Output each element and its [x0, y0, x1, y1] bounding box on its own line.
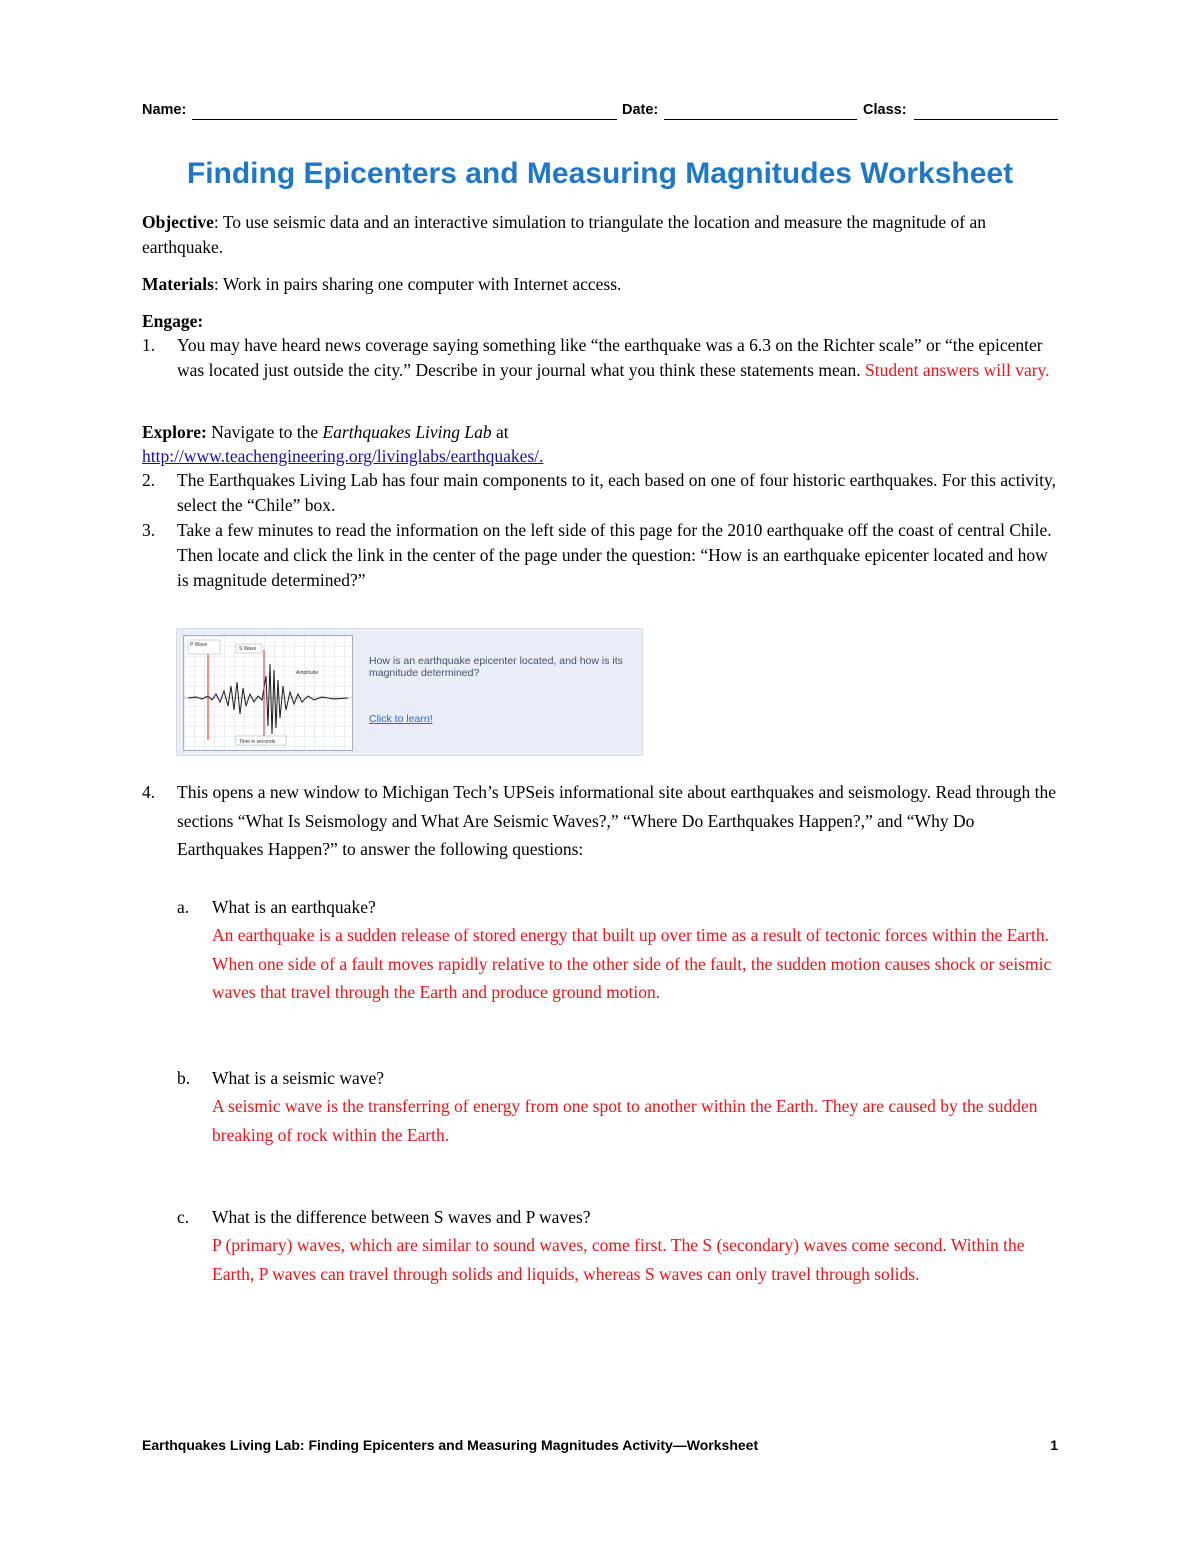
lab-name: Earthquakes Living Lab [322, 422, 492, 442]
p-wave-label: P Wave [190, 642, 208, 648]
objective-label: Objective [142, 212, 214, 232]
question-4c-answer: P (primary) waves, which are similar to sound waves, come first. The S (secondary) waves come second. Within the Earth, P waves can travel through solids and liquids, whereas S waves can only travel through solids. [212, 1235, 1025, 1284]
date-label: Date: [622, 102, 659, 118]
student-info-header [142, 102, 1058, 124]
question-4b-letter: b. [177, 1068, 191, 1088]
class-label: Class: [863, 102, 907, 118]
question-4a-text: What is an earthquake? [212, 897, 376, 917]
time-axis-label: Time in seconds [239, 739, 276, 745]
explore-label: Explore: [142, 422, 207, 442]
date-field[interactable] [664, 119, 857, 120]
living-lab-link[interactable]: http://www.teachengineering.org/livinglabs/earthquakes/. [142, 446, 544, 466]
click-to-learn-link[interactable]: Click to learn! [369, 713, 433, 725]
engage-heading: Engage: [142, 311, 204, 331]
question-2-number: 2. [142, 470, 156, 490]
materials-paragraph [142, 272, 1062, 296]
class-field[interactable] [914, 119, 1058, 120]
page-number: 1 [1050, 1437, 1058, 1453]
amplitude-label: Amplitude [296, 670, 319, 676]
question-1-number: 1. [142, 335, 156, 355]
question-4c-text: What is the difference between S waves and P waves? [212, 1207, 591, 1227]
question-3-text: Take a few minutes to read the information on the left side of this page for the 2010 earthquake off the coast of central Chile. Then locate and click the link in the center of the page under the question: “How is an earthquake epicenter located and how is magnitude determined?” [177, 520, 1052, 590]
objective-text: : To use seismic data and an interactive simulation to triangulate the location and measure the magnitude of an earthquake. [142, 212, 987, 257]
materials-label: Materials [142, 274, 214, 294]
question-4-number: 4. [142, 782, 156, 802]
question-2-text: The Earthquakes Living Lab has four main components to it, each based on one of four historic earthquakes. For this activity, select the “Chile” box. [177, 470, 1056, 515]
question-4a-answer: An earthquake is a sudden release of stored energy that built up over time as a result of tectonic forces within the Earth. When one side of a fault moves rapidly relative to the other side of the fault, the sudden motion causes shock or seismic waves that travel through the Earth and produce ground motion. [212, 925, 1052, 1002]
question-4b-answer: A seismic wave is the transferring of energy from one spot to another within the Earth. They are caused by the sudden breaking of rock within the Earth. [212, 1096, 1038, 1145]
question-4b-text: What is a seismic wave? [212, 1068, 385, 1088]
seismogram-image [183, 635, 353, 751]
materials-text: : Work in pairs sharing one computer with Internet access. [213, 274, 622, 294]
question-4-text: This opens a new window to Michigan Tech’s UPSeis informational site about earthquakes and seismology. Read through the sections “What Is Seismology and What Are Seismic Waves?,” “Where Do Earthquakes Happen?,” and “Why Do Earthquakes Happen?” to answer the following questions: [177, 782, 1056, 860]
objective-paragraph [142, 210, 1062, 259]
page-footer [142, 1437, 1058, 1453]
footer-text: Earthquakes Living Lab: Finding Epicenters and Measuring Magnitudes Activity—Worksheet [142, 1437, 759, 1453]
question-1-text: You may have heard news coverage saying something like “the earthquake was a 6.3 on the Richter scale” or “the epicenter was located just outside the city.” Describe in your journal what you think these statements mean. Student answers will vary. [177, 335, 1050, 380]
living-lab-screenshot [176, 628, 643, 756]
name-label: Name: [142, 102, 187, 118]
question-3-number: 3. [142, 520, 156, 540]
question-1-answer: Student answers will vary. [865, 360, 1050, 380]
question-4a-letter: a. [177, 897, 190, 917]
question-4c-letter: c. [177, 1207, 190, 1227]
explore-paragraph: Explore: Navigate to the Earthquakes Living Lab at http://www.teachengineering.org/livinglabs/earthquakes/. [142, 422, 544, 466]
name-field[interactable] [192, 119, 617, 120]
s-wave-label: S Wave [239, 646, 257, 652]
screenshot-question: How is an earthquake epicenter located, and how is its magnitude determined? [369, 655, 623, 679]
page-title: Finding Epicenters and Measuring Magnitudes Worksheet [186, 157, 1014, 190]
